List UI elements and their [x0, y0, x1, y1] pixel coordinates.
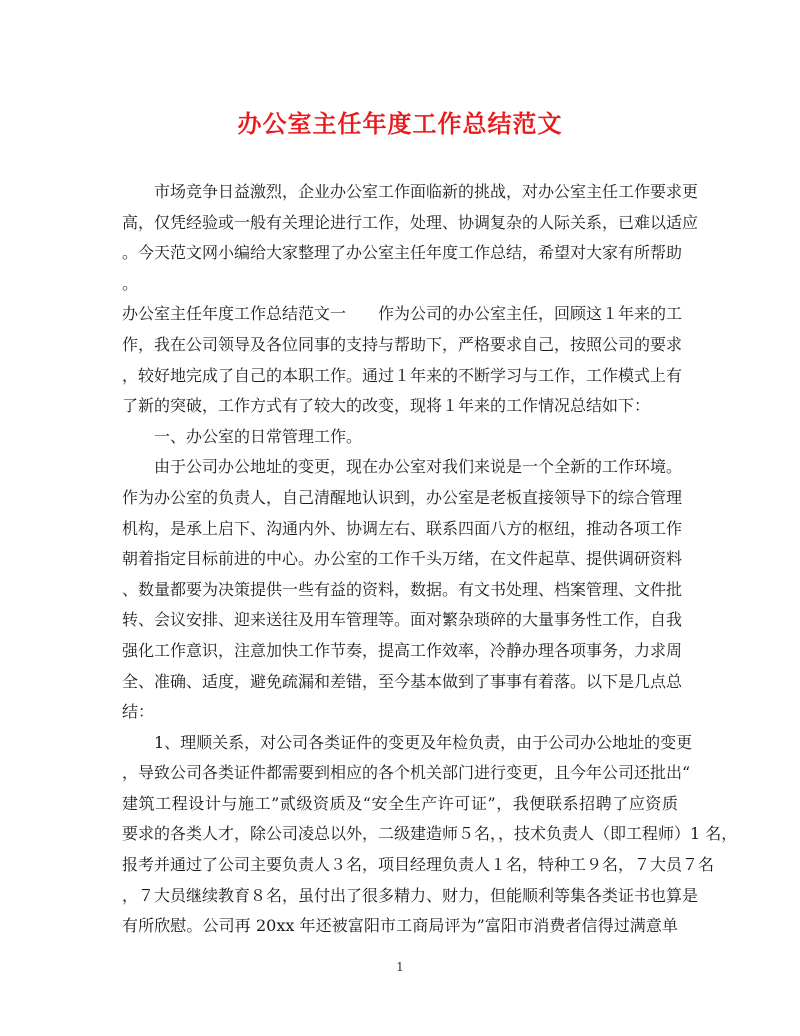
body-line: 作为办公室的负责人，自己清醒地认识到，办公室是老板直接领导下的综合管理 — [122, 487, 683, 507]
body-line: 全、准确、适度，避免疏漏和差错，至今基本做到了事事有着落。以下是几点总 — [122, 671, 683, 691]
document-body — [122, 177, 738, 942]
body-line: 市场竞争日益激烈，企业办公室工作面临新的挑战，对办公室主任工作要求更 — [154, 182, 699, 201]
body-line: ，７大员继续教育８名，虽付出了很多精力、财力，但能顺利等集各类证书也算是 — [122, 885, 699, 905]
body-line: 朝着指定目标前进的中心。办公室的工作千头万绪，在文件起草、提供调研资料 — [122, 549, 683, 569]
body-line: 转、会议安排、迎来送往及用车管理等。面对繁杂琐碎的大量事务性工作，自我 — [122, 610, 683, 630]
body-line: 有所欣慰。公司再 20xx 年还被富阳市工商局评为”富阳市消费者信得过满意单 — [122, 916, 678, 936]
body-line: 结： — [122, 702, 155, 722]
body-line: 机构，是承上启下、沟通内外、协调左右、联系四面八方的枢纽，推动各项工作 — [122, 518, 683, 538]
body-line: 作，我在公司领导及各位同事的支持与帮助下，严格要求自己，按照公司的要求 — [122, 334, 683, 354]
section-heading: 一、办公室的日常管理工作。 — [154, 426, 363, 446]
body-line: 强化工作意识，注意加快工作节奏，提高工作效率，冷静办理各项事务，力求周 — [122, 640, 683, 660]
page-number: 1 — [396, 960, 404, 974]
body-line: 由于公司办公地址的变更，现在办公室对我们来说是一个全新的工作环境。 — [154, 457, 683, 477]
body-line: ，较好地完成了自己的本职工作。通过１年来的不断学习与工作，工作模式上有 — [122, 365, 683, 385]
body-line: 。今天范文网小编给大家整理了办公室主任年度工作总结，希望对大家有所帮助 — [122, 243, 683, 263]
document-title: 办公室主任年度工作总结范文 — [237, 109, 563, 138]
body-line: 高，仅凭经验或一般有关理论进行工作，处理、协调复杂的人际关系，已难以适应 — [122, 212, 699, 232]
body-line: 。 — [122, 273, 139, 293]
body-line: 报考并通过了公司主要负责人３名，项目经理负责人１名，特种工９名，７大员７名 — [122, 855, 715, 875]
body-line: 要求的各类人才，除公司凌总以外，二级建造师５名，，技术负责人（即工程师）1 名， — [122, 824, 738, 844]
body-line: 办公室主任年度工作总结范文一 作为公司的办公室主任，回顾这１年来的工 — [122, 304, 683, 324]
body-line: 建筑工程设计与施工”贰级资质及“安全生产许可证”，我便联系招聘了应资质 — [122, 793, 678, 813]
body-line: ，导致公司各类证件都需要到相应的各个机关部门进行变更，且今年公司还批出“ — [122, 763, 691, 783]
body-line: 、数量都要为决策提供一些有益的资料，数据。有文书处理、档案管理、文件批 — [122, 579, 683, 599]
body-line: 了新的突破，工作方式有了较大的改变，现将１年来的工作情况总结如下： — [122, 396, 651, 416]
body-line: 1、理顺关系，对公司各类证件的变更及年检负责，由于公司办公地址的变更 — [154, 732, 693, 752]
